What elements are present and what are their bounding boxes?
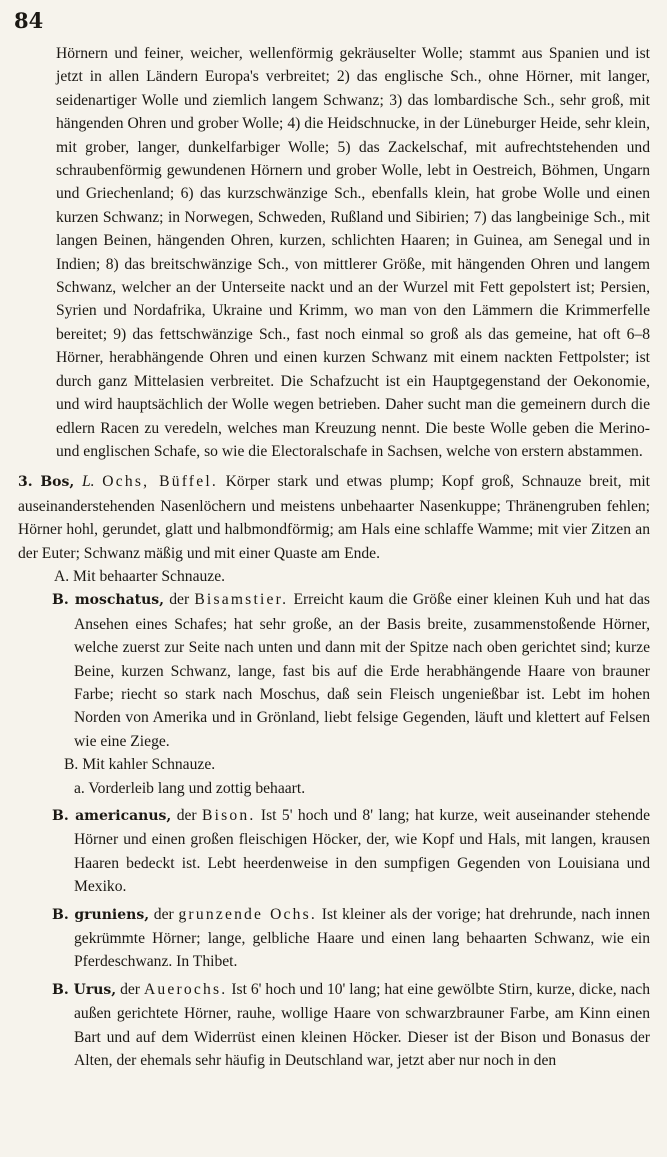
- species-common-name: Auerochs.: [143, 980, 228, 998]
- species-latin-name: B. Urus,: [52, 981, 117, 998]
- species-common-name: Bison.: [202, 807, 256, 824]
- species-article: der: [176, 807, 197, 824]
- species-article: der: [120, 980, 140, 998]
- page-body: [18, 42, 651, 1072]
- species-common-name: Bisamstier.: [194, 591, 289, 609]
- species-description: Ist 6' hoch und 10' lang; hat eine gewölbte Stirn, kurze, dicke, nach außen gerichtete Hörner, rauhe, wollige Haare von schwarzbrauner Farbe, am Kinn einen Bart und auf dem Widerrüst einen kleinen Höcker. Dieser ist der Bison und Bonasus der Alten, der ehemals sehr häufig in Deutschland war, jetzt aber nur noch in den: [74, 980, 651, 1070]
- genus-number: 3.: [18, 474, 33, 491]
- species-article: der: [153, 905, 174, 923]
- genus-author: L.: [81, 473, 95, 491]
- group-b-heading: B. Mit kahler Schnauze.: [64, 756, 216, 774]
- species-moschatus: [52, 588, 650, 753]
- genus-latin-name: Bos,: [40, 474, 75, 491]
- genus-description: Körper stark und etwas plump; Kopf groß, Schnauze breit, mit auseinanderstehenden Nasenlöchern und meistens unbehaarter Nasenkuppe; Thränengruben fehlen; Hörner hohl, gerundet, glatt und halbmondförmig; am Hals eine schlaffe Wamme; mit vier Zitzen an der Euter; Schwanz mäßig und mit einer Quaste am Ende.: [18, 473, 651, 562]
- subgroup-a-heading: a. Vorderleib lang und zottig behaart.: [74, 779, 306, 797]
- species-description: Erreicht kaum die Größe einer kleinen Kuh und hat das Ansehen eines Schafes; hat sehr große, an der Basis breite, zusammenstoßende Hörner, welche zuerst zur Seite nach unten und dann mit der Spitze nach oben gerichtet sind; kurze Beine, kurzen Schwanz, lange, fast bis auf die Erde herabhängende Haare von brauner Farbe; riecht so stark nach Moschus, daß sein Fleisch ungenießbar ist. Lebt im hohen Norden von Amerika und in Grönland, liebt felsige Gegenden, läuft und klettert auf Felsen wie eine Ziege.: [74, 591, 650, 750]
- species-latin-name: B. gruniens,: [52, 906, 150, 923]
- species-americanus: [52, 804, 650, 899]
- group-a-heading: A. Mit behaarter Schnauze.: [54, 567, 226, 585]
- species-grunniens: [52, 903, 650, 974]
- species-latin-name: B. americanus,: [52, 808, 172, 824]
- species-description: Ist kleiner als der vorige; hat drehrunde, nach innen gekrümmte Hörner; lange, gelbliche Haare und einen lang behaarten Schwanz, wie ein Pferdeschwanz. In Thibet.: [74, 905, 650, 971]
- genus-common-name: Ochs, Büffel.: [102, 473, 218, 491]
- species-urus: [52, 978, 650, 1073]
- species-latin-name: B. moschatus,: [52, 592, 165, 609]
- page-number: 84: [14, 8, 44, 33]
- species-description: Ist 5' hoch und 8' lang; hat kurze, weit auseinander stehende Hörner und einen großen fleischigen Höcker, der, wie Kopf und Hals, mit langen, krausen Haaren bedeckt ist. Lebt heerdenweise in den sumpfigen Gegenden von Louisiana und Mexiko.: [74, 807, 651, 896]
- species-article: der: [169, 591, 190, 609]
- sheep-varieties-paragraph: Hörnern und feiner, weicher, wellenförmig gekräuselter Wolle; stammt aus Spanien und ist jetzt in allen Ländern Europa's verbreitet; 2) das englische Sch., ohne Hörner, mit langer, seidenartiger Wolle und ziemlich langem Schwanz; 3) das lombardische Sch., sehr groß, mit hängenden Ohren und grober Wolle; 4) die Heidschnucke, in der Lüneburger Heide, sehr klein, mit grober, langer, dunkelfarbiger Wolle; 5) das Zackelschaf, mit aufrechtstehenden und schraubenförmig gewundenen Hörnern und grober Wolle, lebt in Oestreich, Böhmen, Ungarn und Griechenland; 6) das kurzschwänzige Sch., ebenfalls klein, hat grobe Wolle und einen kurzen Schwanz; in Norwegen, Schweden, Rußland und Sibirien; 7) das langbeinige Sch., mit langen Beinen, hängenden Ohren, kurzen, schlichten Haaren; in Guinea, am Senegal und in Indien; 8) das breitschwänzige Sch., von mittlerer Größe, mit hängenden Ohren und langem Schwanz, welcher an der Unterseite nackt und an der Wurzel mit Fett gepolstert ist; Persien, Syrien und Nordafrika, Ukraine und Krimm, wo man von den Lämmern die Krimmerfelle bereitet; 9) das fettschwänzige Sch., fast noch einmal so groß als das gemeine, hat oft 6–8 Hörner, herabhängende Ohren und einen kurzen Schwanz mit einem nackten Fettpolster; ist durch ganz Mittelasien verbreitet. Die Schafzucht ist ein Hauptgegenstand der Oekonomie, und wird hauptsächlich der Wolle wegen betrieben. Daher sucht man die gemeinern durch die edlern Racen zu veredeln, welches man Kreuzung nennt. Die beste Wolle geben die Merino- und englischen Schafe, so wie die Electoralschafe in Sachsen, welche von erstern abstammen.: [56, 45, 650, 460]
- genus-bos-entry: [18, 470, 650, 565]
- species-common-name: grunzende Ochs.: [178, 905, 318, 923]
